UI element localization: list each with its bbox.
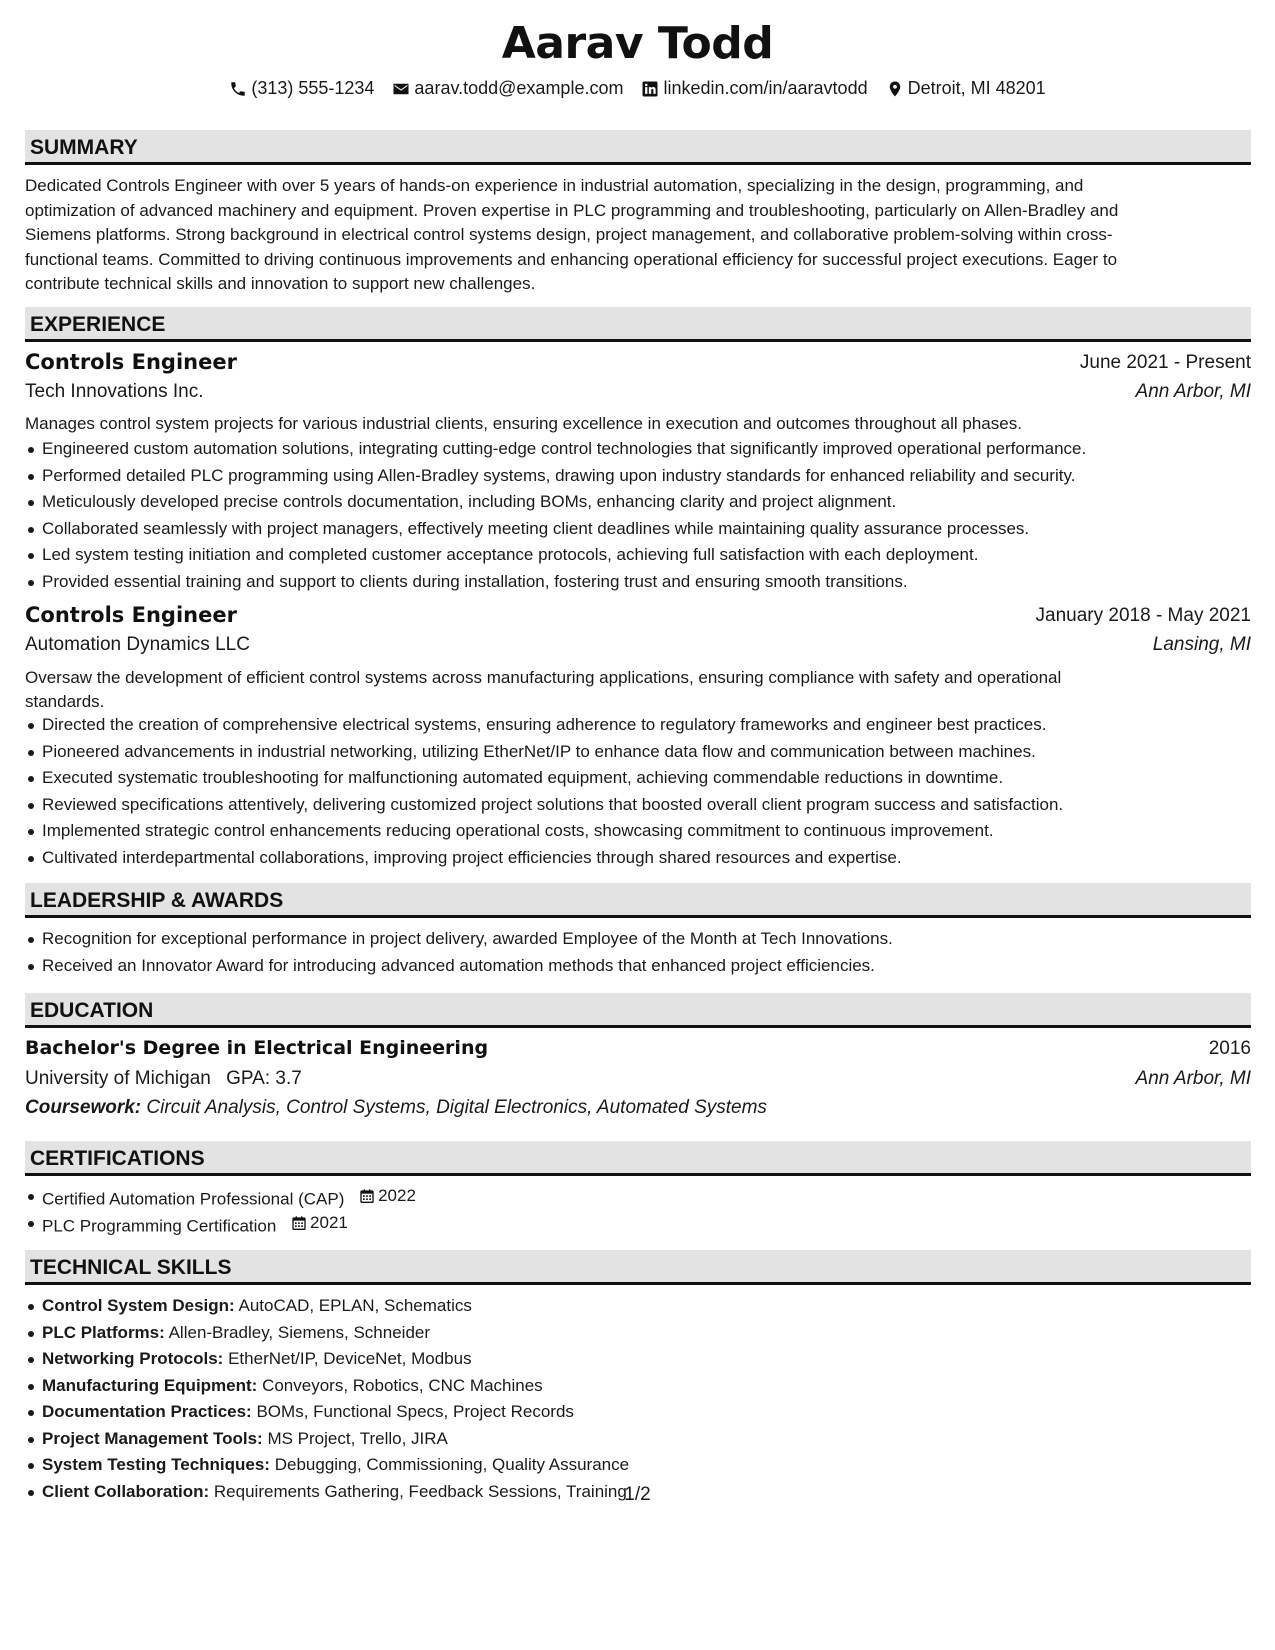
job-dates: January 2018 - May 2021	[1035, 605, 1251, 626]
job-company: Tech Innovations Inc.	[25, 381, 204, 402]
skill-value: AutoCAD, EPLAN, Schematics	[238, 1296, 472, 1315]
linkedin-text: linkedin.com/in/aaravtodd	[663, 78, 868, 98]
list-item: Pioneered advancements in industrial networking, utilizing EtherNet/IP to enhance data flow and communication between machines.	[25, 739, 1251, 766]
list-item	[25, 1346, 1251, 1373]
calendar-icon	[291, 1215, 307, 1231]
email-text: aarav.todd@example.com	[414, 78, 624, 98]
list-item	[25, 1210, 1251, 1237]
leadership-heading-bar	[25, 883, 1251, 918]
list-item: Led system testing initiation and completed customer acceptance protocols, achieving full satisfaction with each deployment.	[25, 542, 1251, 569]
education-heading: EDUCATION	[30, 999, 154, 1022]
list-item: Implemented strategic control enhancements reducing operational costs, showcasing commitment to continuous improvement.	[25, 818, 1251, 845]
contact-bar	[0, 78, 1275, 99]
list-item: Executed systematic troubleshooting for malfunctioning automated equipment, achieving commendable reductions in downtime.	[25, 765, 1251, 792]
skill-label: Project Management Tools:	[42, 1428, 263, 1448]
list-item	[25, 1426, 1251, 1453]
skill-label: Documentation Practices:	[42, 1402, 252, 1421]
certifications-heading-bar	[25, 1141, 1251, 1176]
list-item	[25, 1320, 1251, 1347]
school-line	[25, 1068, 302, 1090]
skills-heading-bar	[25, 1250, 1251, 1285]
list-item	[25, 1183, 1251, 1210]
calendar-icon	[359, 1188, 375, 1204]
certification-name: PLC Programming Certification	[42, 1215, 277, 1235]
experience-heading-bar	[25, 307, 1251, 342]
job-bullets	[25, 712, 1251, 871]
job-company: Automation Dynamics LLC	[25, 634, 250, 655]
summary-line: functional teams. Committed to driving continuous improvements and enhancing operational efficiency for successful project executions. Eager to	[25, 249, 1118, 269]
contact-email[interactable]	[392, 78, 623, 99]
linkedin-icon	[641, 80, 659, 98]
job-title: Controls Engineer	[25, 603, 237, 627]
skill-label: Networking Protocols:	[42, 1349, 224, 1368]
summary-text	[25, 174, 1251, 297]
candidate-name: Aarav Todd	[501, 18, 774, 69]
leadership-heading: LEADERSHIP & AWARDS	[30, 889, 284, 912]
skills-heading: TECHNICAL SKILLS	[30, 1256, 232, 1279]
certification-year	[359, 1183, 416, 1210]
job-dates: June 2021 - Present	[1079, 352, 1251, 373]
summary-heading: SUMMARY	[30, 136, 138, 159]
skill-label: Client Collaboration:	[42, 1481, 210, 1501]
skill-label: Manufacturing Equipment:	[42, 1375, 258, 1395]
skill-value: EtherNet/IP, DeviceNet, Modbus	[228, 1349, 472, 1368]
coursework-line	[25, 1097, 767, 1119]
list-item	[25, 1452, 1251, 1479]
job-description-line: standards.	[25, 691, 105, 711]
skills-list	[25, 1293, 1251, 1505]
coursework-label: Coursework:	[25, 1097, 142, 1118]
certification-year	[291, 1210, 348, 1237]
summary-line: optimization of advanced machinery and equipment. Proven expertise in PLC programming and troubleshooting, particularly on Allen-Bradley and	[25, 200, 1119, 220]
job-description: Manages control system projects for various industrial clients, ensuring excellence in execution and outcomes throughout all phases.	[25, 414, 1022, 433]
list-item	[25, 1399, 1251, 1426]
map-pin-icon	[886, 80, 904, 98]
leadership-bullets	[25, 926, 1251, 979]
job-bullets	[25, 436, 1251, 595]
list-item: Provided essential training and support to clients during installation, fostering trust and ensuring smooth transitions.	[25, 569, 1251, 596]
summary-line: contribute technical skills and innovation to support new challenges.	[25, 274, 536, 293]
contact-phone	[229, 78, 374, 99]
experience-heading: EXPERIENCE	[30, 313, 166, 336]
job-title: Controls Engineer	[25, 350, 237, 374]
graduation-year: 2016	[1208, 1038, 1251, 1059]
job-location: Lansing, MI	[1152, 634, 1251, 655]
skill-value: Allen-Bradley, Siemens, Schneider	[168, 1322, 431, 1342]
list-item: Meticulously developed precise controls documentation, including BOMs, enhancing clarity and project alignment.	[25, 489, 1251, 516]
list-item: Received an Innovator Award for introducing advanced automation methods that enhanced project efficiencies.	[25, 953, 1251, 980]
summary-line: Siemens platforms. Strong background in electrical control systems design, project management, and collaborative problem-solving within cross-	[25, 225, 1113, 244]
list-item: Performed detailed PLC programming using Allen-Bradley systems, drawing upon industry standards for enhanced reliability and security.	[25, 463, 1251, 490]
phone-icon	[229, 80, 247, 98]
coursework-list: Circuit Analysis, Control Systems, Digital Electronics, Automated Systems	[146, 1097, 767, 1118]
list-item: Collaborated seamlessly with project managers, effectively meeting client deadlines while maintaining quality assurance processes.	[25, 516, 1251, 543]
list-item: Reviewed specifications attentively, delivering customized project solutions that boosted overall client program success and satisfaction.	[25, 792, 1251, 819]
certification-name: Certified Automation Professional (CAP)	[42, 1189, 345, 1209]
skill-label: System Testing Techniques:	[42, 1455, 270, 1474]
certification-year-text: 2021	[310, 1212, 348, 1232]
school-location: Ann Arbor, MI	[1135, 1068, 1251, 1089]
gpa: GPA: 3.7	[226, 1068, 302, 1089]
degree-title: Bachelor's Degree in Electrical Engineering	[25, 1037, 489, 1059]
education-heading-bar	[25, 993, 1251, 1028]
location-text: Detroit, MI 48201	[907, 78, 1046, 98]
list-item	[25, 1373, 1251, 1400]
certifications-heading: CERTIFICATIONS	[30, 1147, 205, 1170]
summary-line: Dedicated Controls Engineer with over 5 years of hands-on experience in industrial automation, specializing in the design, programming, and	[25, 176, 1084, 195]
list-item: Cultivated interdepartmental collaborations, improving project efficiencies through shared resources and expertise.	[25, 845, 1251, 872]
phone-text: (313) 555-1234	[251, 78, 375, 98]
school-name: University of Michigan	[25, 1068, 211, 1089]
list-item: Directed the creation of comprehensive electrical systems, ensuring adherence to regulatory frameworks and engineer best practices.	[25, 712, 1251, 739]
list-item: Engineered custom automation solutions, integrating cutting-edge control technologies that significantly improved operational performance.	[25, 436, 1251, 463]
certification-year-text: 2022	[378, 1186, 416, 1205]
envelope-icon	[392, 80, 410, 98]
job-description-line: Oversaw the development of efficient control systems across manufacturing applications, ensuring compliance with safety and operational	[25, 668, 1062, 687]
skill-label: Control System Design:	[42, 1296, 235, 1315]
job-description	[25, 666, 1251, 713]
skill-value: Conveyors, Robotics, CNC Machines	[262, 1375, 543, 1395]
skill-value: BOMs, Functional Specs, Project Records	[256, 1402, 574, 1421]
job-location: Ann Arbor, MI	[1135, 381, 1251, 402]
skill-value: Requirements Gathering, Feedback Sessions, Training	[213, 1481, 627, 1501]
page-number: 1/2	[624, 1484, 651, 1505]
skill-label: PLC Platforms:	[42, 1322, 165, 1342]
list-item: Recognition for exceptional performance in project delivery, awarded Employee of the Month at Tech Innovations.	[25, 926, 1251, 953]
skill-value: Debugging, Commissioning, Quality Assurance	[274, 1455, 630, 1474]
skill-value: MS Project, Trello, JIRA	[267, 1428, 448, 1448]
contact-location	[886, 78, 1046, 99]
summary-heading-bar	[25, 130, 1251, 165]
certifications-list	[25, 1183, 1251, 1236]
contact-linkedin[interactable]	[641, 78, 867, 99]
list-item	[25, 1293, 1251, 1320]
